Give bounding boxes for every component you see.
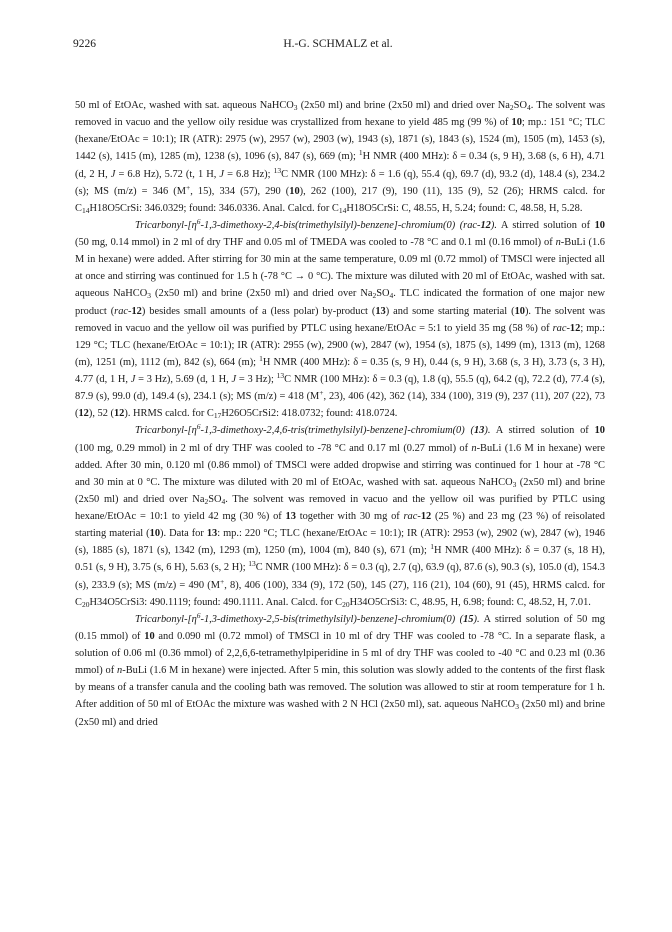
paragraph-compound-13-procedure bbox=[75, 422, 605, 610]
paragraph-rac-12-procedure bbox=[75, 217, 605, 423]
paragraph-text: A stirred solution of 10 (50 mg, 0.14 mmol) in 2 ml of dry THF and 0.05 ml of TMEDA was cooled to -78 °C and 0.1 ml (0.16 mmol) of n-BuLi (1.6 M in hexane) were added. After stirring for 30 min at the same temperature, 0.09 ml (0.72 mmol) of TMSCl were injected all at once and stirring was continued for 1.5 h (-78 °C → 0 °C). The mixture was diluted with 20 ml of EtOAc, washed with sat. aqueous NaHCO$_3$ (2x50 ml) and brine (2x50 ml) and dried over $Na_2SO_4$. TLC indicated the formation of one major new product (rac-12) besides small amounts of a (less polar) by-product (13) and some starting material (10). The solvent was removed in vacuo and the yellow oil was purified by PTLC using hexane/EtOAc = 5:1 to yield 35 mg (58 %) of rac-12; mp.: 129 °C; TLC (hexane/EtOAc = 10:1); IR (ATR): 2955 (w), 2900 (w), 2847 (w), 1954 (s), 1875 (s), 1499 (m), 1313 (m), 1268 (m), 1251 (m), 1112 (m), 842 (s), 664 (m); $^1$H NMR (400 MHz): δ = 0.35 (s, 9 H), 0.44 (s, 9 H), 3.68 (s, 3 H), 3.73 (s, 3 H), 4.77 (d, 1 H, J = 3 Hz), 5.69 (d, 1 H, J = 3 Hz); $^{13}$C NMR (100 MHz): δ = 0.3 (q), 1.8 (q), 55.5 (q), 64.2 (q), 72.2 (d), 77.4 (s), 87.9 (s), 99.0 (d), 149.4 (s), 234.1 (s); MS (m/z) = 418 (M+, 23), 406 (42), 362 (14), 334 (100), 319 (9), 237 (11), 207 (22), 73 (12), 52 (12). HRMS calcd. for $C_{17}H26O5CrSi2$: 418.0732; found: 418.0724. bbox=[75, 219, 605, 421]
paragraph-compound-15-procedure bbox=[75, 611, 605, 731]
compound-heading: Tricarbonyl-$[\eta^6-1,3-dimethoxy-2,5-bis(trimethylsilyl)-benzene]-chromium(0)$ (15). bbox=[135, 610, 480, 625]
running-title: H.-G. SCHMALZ et al. bbox=[283, 38, 393, 50]
paragraph-text: A stirred solution of 10 (100 mg, 0.29 mmol) in 2 ml of dry THF was cooled to -78 °C and 0.17 ml (0.27 mmol) of n-BuLi (1.6 M in hexane) were added. After 30 min, 0.120 ml (0.86 mmol) of TMSCl were added dropwise and stirring was continued for 1 hour at -78 °C and 30 min at 0 °C. The mixture was diluted with 20 ml of EtOAc, washed with sat. aqueous NaHCO$_3$ (2x50 ml) and brine (2x50 ml) and dried over $Na_2SO_4$. The solvent was removed in vacuo and the yellow oil was purified by PTLC using hexane/EtOAc = 10:1 to yield 42 mg (30 %) of 13 together with 30 mg of rac-12 (25 %) and 23 mg (23 %) of reisolated starting material (10). Data for 13: mp.: 220 °C; TLC (hexane/EtOAc = 10:1); IR (ATR): 2953 (w), 2902 (w), 2847 (w), 1946 (s), 1885 (s), 1871 (s), 1342 (m), 1293 (m), 1250 (m), 1004 (m), 840 (s), 671 (m); $^1$H NMR (400 MHz): δ = 0.37 (s, 18 H), 0.51 (s, 9 H), 3.75 (s, 6 H), 5.63 (s, 2 H); $^{13}$C NMR (100 MHz): δ = 0.3 (q), 2.7 (q), 63.9 (q), 87.6 (s), 90.3 (s), 105.0 (d), 154.3 (s), 233.9 (s); MS (m/z) = 490 (M+, 8), 406 (100), 334 (9), 172 (50), 145 (27), 116 (21), 104 (60), 91 (45), HRMS calcd. for $C_{20}H34O5CrSi3$: 490.1119; found: 490.1111. Anal. Calcd. for $C_{20}H34O5CrSi3$: C, 48.95, H, 6.98; found: C, 48.52, H, 7.01. bbox=[75, 425, 606, 609]
paragraph-text: 50 ml of EtOAc, washed with sat. aqueous NaHCO$_3$ (2x50 ml) and brine (2x50 ml) and dried over $Na_2SO_4$. The solvent was removed in vacuo and the yellow oily residue was crystallized from hexane to yield 485 mg (99 %) of 10; mp.: 151 °C; TLC (hexane/EtOAc = 10:1); IR (ATR): 2975 (w), 2957 (w), 2903 (w), 1943 (s), 1871 (s), 1843 (s), 1524 (m), 1505 (m), 1453 (s), 1442 (s), 1415 (m), 1285 (m), 1238 (s), 1096 (s), 847 (s), 669 (m); $^1$H NMR (400 MHz): δ = 0.34 (s, 9 H), 3.68 (s, 6 H), 4.71 (d, 2 H, J = 6.8 Hz), 5.72 (t, 1 H, J = 6.8 Hz); $^{13}$C NMR (100 MHz): δ = 1.6 (q), 55.4 (q), 69.7 (d), 93.2 (d), 148.4 (s), 234.2 (s); MS (m/z) = 346 (M+, 15), 334 (57), 290 (10), 262 (100), 217 (9), 190 (11), 135 (9), 52 (26); HRMS calcd. for $C_{14}H18O5CrSi$: 346.0329; found: 346.0336. Anal. Calcd. for $C_{14}H18O5CrSi$: C, 48.55, H, 5.24; found: C, 48.58, H, 5.28. bbox=[75, 100, 606, 215]
running-head bbox=[73, 38, 603, 54]
experimental-section bbox=[75, 97, 605, 731]
compound-heading: Tricarbonyl-$[\eta^6-1,3-dimethoxy-2,4-bis(trimethylsilyl)-benzene]-chromium(0)$ (rac-12). bbox=[135, 216, 497, 231]
paragraph-compound-10-data bbox=[75, 97, 605, 217]
paragraph-text: A stirred solution of 50 mg (0.15 mmol) of 10 and 0.090 ml (0.72 mmol) of TMSCl in 10 ml of dry THF was cooled to -78 °C. In a separate flask, a solution of 0.06 ml (0.36 mmol) of 2,2,6,6-tetramethylpiperidine in 5 ml of dry THF was cooled to -40 °C and 0.23 ml (0.36 mmol) of n-BuLi (1.6 M in hexane) were injected. After 5 min, this solution was slowly added to the contents of the first flask by means of a transfer canula and the cooling bath was removed. The solution was allowed to stir at room temperature for 1 h. After addition of 50 ml of EtOAc the mixture was washed with 2 N HCl (2x50 ml), sat. aqueous NaHCO$_3$ (2x50 ml) and brine (2x50 ml) and dried bbox=[75, 613, 605, 728]
page-number: 9226 bbox=[73, 38, 96, 50]
compound-heading: Tricarbonyl-$[\eta^6-1,3-dimethoxy-2,4,6-tris(trimethylsilyl)-benzene]-chromium(0)$ (13). bbox=[135, 422, 491, 437]
